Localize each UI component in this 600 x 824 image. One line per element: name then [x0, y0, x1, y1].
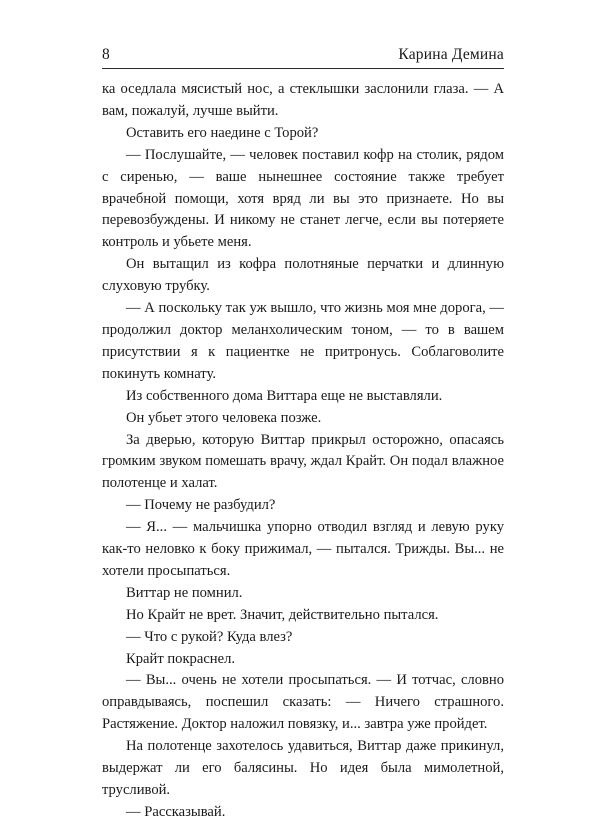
paragraph: Виттар не помнил. — [126, 584, 243, 601]
paragraph: На полотенце захотелось удавиться, Виттар даже прикинул, выдержат ли его балясины. Но идея была мимолетной, трусливой. — [102, 738, 504, 798]
paragraph: Из собственного дома Виттара еще не выставляли. — [126, 387, 443, 404]
running-header — [102, 44, 504, 66]
paragraph: Он убьет этого человека позже. — [126, 409, 322, 426]
paragraph: — Послушайте, — человек поставил кофр на столик, рядом с сиренью, — ваше нынешнее состояние также требует врачебной помощи, хотя вряд ли вы это признаете. Но вы перевозбуждены. И никому не станет легче, если вы потеряете контроль и убьете меня. — [102, 146, 504, 251]
book-page — [102, 44, 504, 824]
paragraph: Он вытащил из кофра полотняные перчатки и длинную слуховую трубку. — [102, 256, 504, 295]
paragraph: — Я... — мальчишка упорно отводил взгляд и левую руку как-то неловко к боку прижимал, — пытался. Трижды. Вы... не хотели просыпаться. — [102, 519, 504, 579]
author-name: Карина Демина — [398, 46, 504, 63]
paragraph: Оставить его наедине с Торой? — [126, 124, 319, 141]
paragraph: — Вы... очень не хотели просыпаться. — И тотчас, словно оправдываясь, поспешил сказать: — Ничего страшного. Растяжение. Доктор наложил повязку, и... завтра уже пройдет. — [102, 672, 504, 733]
paragraph: ка оседлала мясистый нос, а стеклышки заслонили глаза. — А вам, пожалуй, лучше выйти. — [102, 81, 504, 119]
paragraph: — Почему не разбудил? — [126, 497, 276, 514]
paragraph: Крайт покраснел. — [126, 650, 236, 667]
text-body — [102, 79, 504, 824]
page-number: 8 — [102, 46, 110, 63]
paragraph: За дверью, которую Виттар прикрыл осторожно, опасаясь громким звуком помешать врачу, ждал Крайт. Он подал влажное полотенце и халат. — [102, 431, 504, 492]
header-rule — [102, 68, 504, 69]
paragraph: — Рассказывай. — [126, 803, 226, 820]
paragraph: — Что с рукой? Куда влез? — [126, 628, 293, 645]
paragraph: — А поскольку так уж вышло, что жизнь моя мне дорога, — продолжил доктор меланхолическим тоном, — то в вашем присутствии я к пациентке не притронусь. Соблаговолите покинуть комнату. — [102, 300, 504, 382]
paragraph: Но Крайт не врет. Значит, действительно пытался. — [126, 606, 439, 623]
